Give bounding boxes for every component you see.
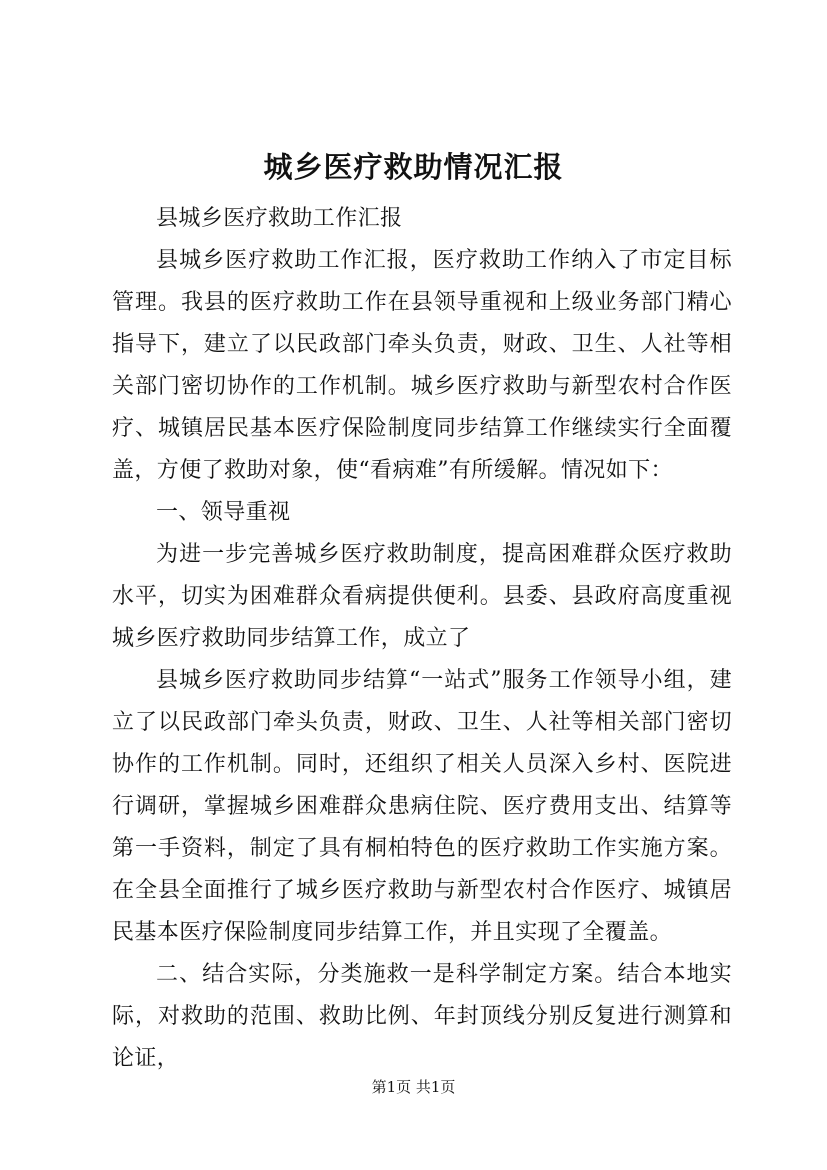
document-title: 城乡医疗救助情况汇报 <box>263 150 564 184</box>
page-number-footer: 第1页 共1页 <box>371 1078 456 1096</box>
paragraph-section-1-heading: 一、领导重视 <box>156 500 291 525</box>
paragraph-subtitle: 县城乡医疗救助工作汇报 <box>156 206 403 231</box>
document-body <box>112 198 732 1080</box>
paragraph-section-1-body: 为进一步完善城乡医疗救助制度，提高困难群众医疗救助水平，切实为困难群众看病提供便利。县委、县政府高度重视城乡医疗救助同步结算工作，成立了 <box>112 542 732 651</box>
paragraph-section-1-continued: 县城乡医疗救助同步结算“一站式”服务工作领导小组，建立了以民政部门牵头负责，财政、卫生、人社等相关部门密切协作的工作机制。同时，还组织了相关人员深入乡村、医院进行调研，掌握城乡困难群众患病住院、医疗费用支出、结算等第一手资料，制定了具有桐柏特色的医疗救助工作实施方案。在全县全面推行了城乡医疗救助与新型农村合作医疗、城镇居民基本医疗保险制度同步结算工作，并且实现了全覆盖。 <box>112 668 732 945</box>
paragraph-intro: 县城乡医疗救助工作汇报，医疗救助工作纳入了市定目标管理。我县的医疗救助工作在县领导重视和上级业务部门精心指导下，建立了以民政部门牵头负责，财政、卫生、人社等相关部门密切协作的工作机制。城乡医疗救助与新型农村合作医疗、城镇居民基本医疗保险制度同步结算工作继续实行全面覆盖，方便了救助对象，使“看病难”有所缓解。情况如下： <box>112 248 732 483</box>
paragraph-section-2: 二、结合实际，分类施救一是科学制定方案。结合本地实际，对救助的范围、救助比例、年封顶线分别反复进行测算和论证， <box>112 962 732 1071</box>
